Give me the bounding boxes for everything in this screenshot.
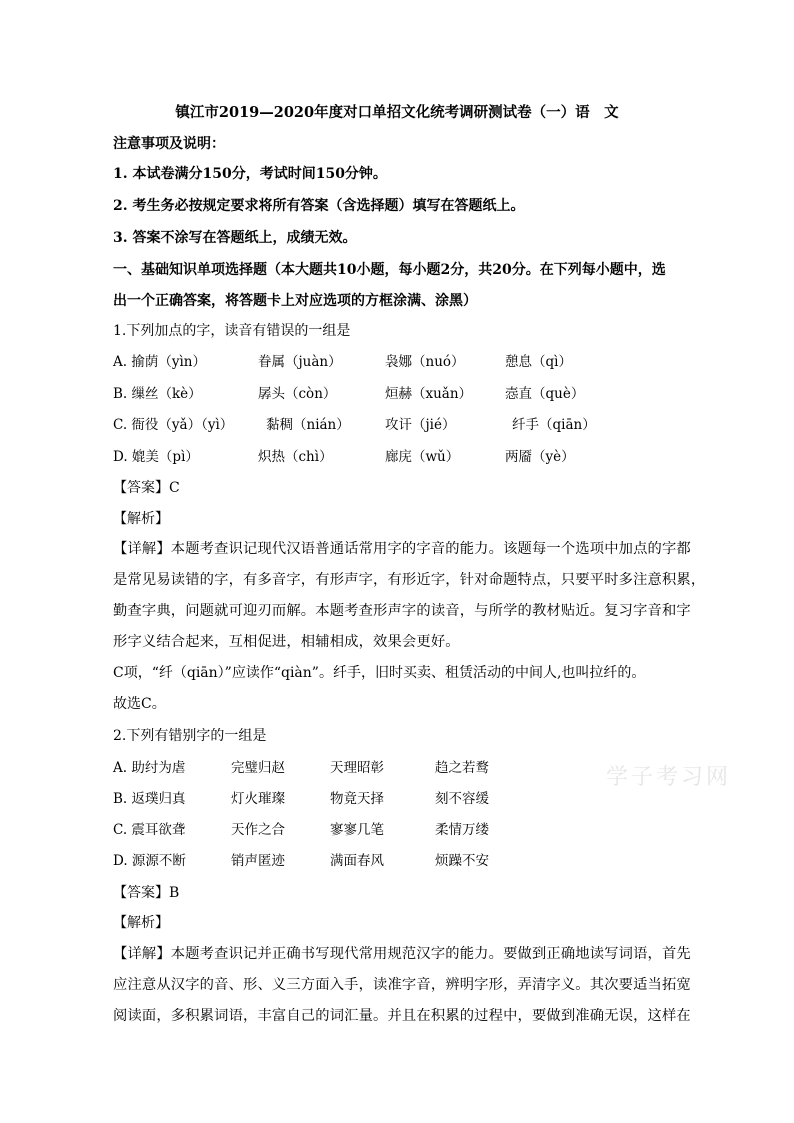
question-1-stem: 1.下列加点的字，读音有错误的一组是 bbox=[113, 323, 351, 339]
option-d-item-2: 销声匿迹 bbox=[231, 853, 285, 869]
answer-label: 【答案】C bbox=[113, 480, 180, 496]
page-title: 镇江市2019—2020年度对口单招文化统考调研测试卷（一）语 文 bbox=[175, 104, 619, 121]
detail-paragraph-line: 应注意从汉字的音、形、义三方面入手，读准字音，辨明字形，弄清字义。其次要适当拓宽 bbox=[113, 977, 691, 993]
option-c-item-1: C. 震耳欲聋 bbox=[113, 822, 186, 838]
notice-heading: 注意事项及说明： bbox=[113, 136, 225, 152]
detail-paragraph-line: 【详解】本题考查识记并正确书写现代常用规范汉字的能力。要做到正确地读写词语，首先 bbox=[113, 946, 691, 962]
detail-paragraph-line: 是常见易读错的字，有多音字，有形声字，有形近字，针对命题特点，只要平时多注意积累， bbox=[113, 572, 706, 588]
option-d-item-2: 炽热（chì） bbox=[258, 449, 333, 465]
notice-item: 3. 答案不涂写在答题纸上，成绩无效。 bbox=[113, 230, 357, 246]
option-d-item-4: 烦躁不安 bbox=[435, 853, 489, 869]
detail-paragraph-line: 阅读面，多积累词语，丰富自己的词汇量。并且在积累的过程中，要做到准确无误，这样在 bbox=[113, 1008, 691, 1024]
section-heading-line: 出一个正确答案，将答题卡上对应选项的方框涂满、涂黑） bbox=[113, 293, 477, 309]
option-b-item-2: 灯火璀璨 bbox=[231, 791, 285, 807]
option-a-item-3: 天理昭彰 bbox=[330, 760, 384, 776]
option-d-item-3: 廊庑（wǔ） bbox=[385, 449, 460, 465]
option-b-item-4: 悫直（què） bbox=[505, 386, 585, 402]
detail-paragraph-line: 勤查字典，问题就可迎刃而解。本题考查形声字的读音，与所学的教材贴近。复习字音和字 bbox=[113, 603, 691, 619]
notice-item: 1. 本试卷满分150分，考试时间150分钟。 bbox=[113, 166, 387, 182]
option-c-item-1: C. 衙役（yǎ）（yì） bbox=[113, 417, 234, 433]
detail-paragraph-line: 形字义结合起来，互相促进，相辅相成，效果会更好。 bbox=[113, 634, 460, 650]
option-a-item-2: 眷属（juàn） bbox=[258, 354, 342, 370]
option-c-item-2: 黏稠（nián） bbox=[266, 417, 350, 433]
conclusion-line: 故选C。 bbox=[113, 696, 166, 712]
option-b-item-2: 孱头（còn） bbox=[258, 386, 337, 402]
option-b-item-1: B. 返璞归真 bbox=[113, 791, 186, 807]
option-a-item-3: 袅娜（nuó） bbox=[385, 354, 465, 370]
option-a-item-1: A. 揄荫（yìn） bbox=[113, 354, 206, 370]
option-b-item-3: 烜赫（xuǎn） bbox=[385, 386, 473, 402]
option-c-item-3: 攻讦（jié） bbox=[385, 417, 456, 433]
option-d-item-3: 满面春风 bbox=[330, 853, 384, 869]
detail-paragraph-line: 【详解】本题考查识记现代汉语普通话常用字的字音的能力。该题每一个选项中加点的字都 bbox=[113, 541, 691, 557]
section-heading-line: 一、基础知识单项选择题（本大题共10小题，每小题2分，共20分。在下列每小题中，选 bbox=[113, 262, 666, 278]
answer-label: 【答案】B bbox=[113, 885, 180, 901]
option-c-item-3: 寥寥几笔 bbox=[330, 822, 384, 838]
watermark: 学子考习网 bbox=[606, 765, 732, 790]
question-2-stem: 2.下列有错别字的一组是 bbox=[113, 728, 267, 744]
option-c-item-2: 天作之合 bbox=[231, 822, 285, 838]
option-a-item-2: 完璧归赵 bbox=[231, 760, 285, 776]
option-d-item-1: D. 源源不断 bbox=[113, 853, 186, 869]
option-b-item-3: 物竟天择 bbox=[330, 791, 384, 807]
analysis-label: 【解析】 bbox=[113, 915, 169, 931]
explanation-line: C项，“纤（qiān）”应读作“qiàn”。纤手，旧时买卖、租赁活动的中间人,也叫拉纤的。 bbox=[113, 665, 646, 681]
notice-item: 2. 考生务必按规定要求将所有答案（含选择题）填写在答题纸上。 bbox=[113, 198, 525, 214]
option-b-item-4: 刻不容缓 bbox=[435, 791, 489, 807]
option-c-item-4: 纤手（qiān） bbox=[512, 417, 596, 433]
option-c-item-4: 柔情万缕 bbox=[435, 822, 489, 838]
analysis-label: 【解析】 bbox=[113, 511, 169, 527]
option-a-item-4: 趋之若鹜 bbox=[435, 760, 489, 776]
option-a-item-4: 憩息（qì） bbox=[505, 354, 572, 370]
option-d-item-4: 两靥（yè） bbox=[505, 449, 575, 465]
option-b-item-1: B. 缫丝（kè） bbox=[113, 386, 202, 402]
option-a-item-1: A. 助纣为虐 bbox=[113, 760, 186, 776]
option-d-item-1: D. 媲美（pì） bbox=[113, 449, 199, 465]
